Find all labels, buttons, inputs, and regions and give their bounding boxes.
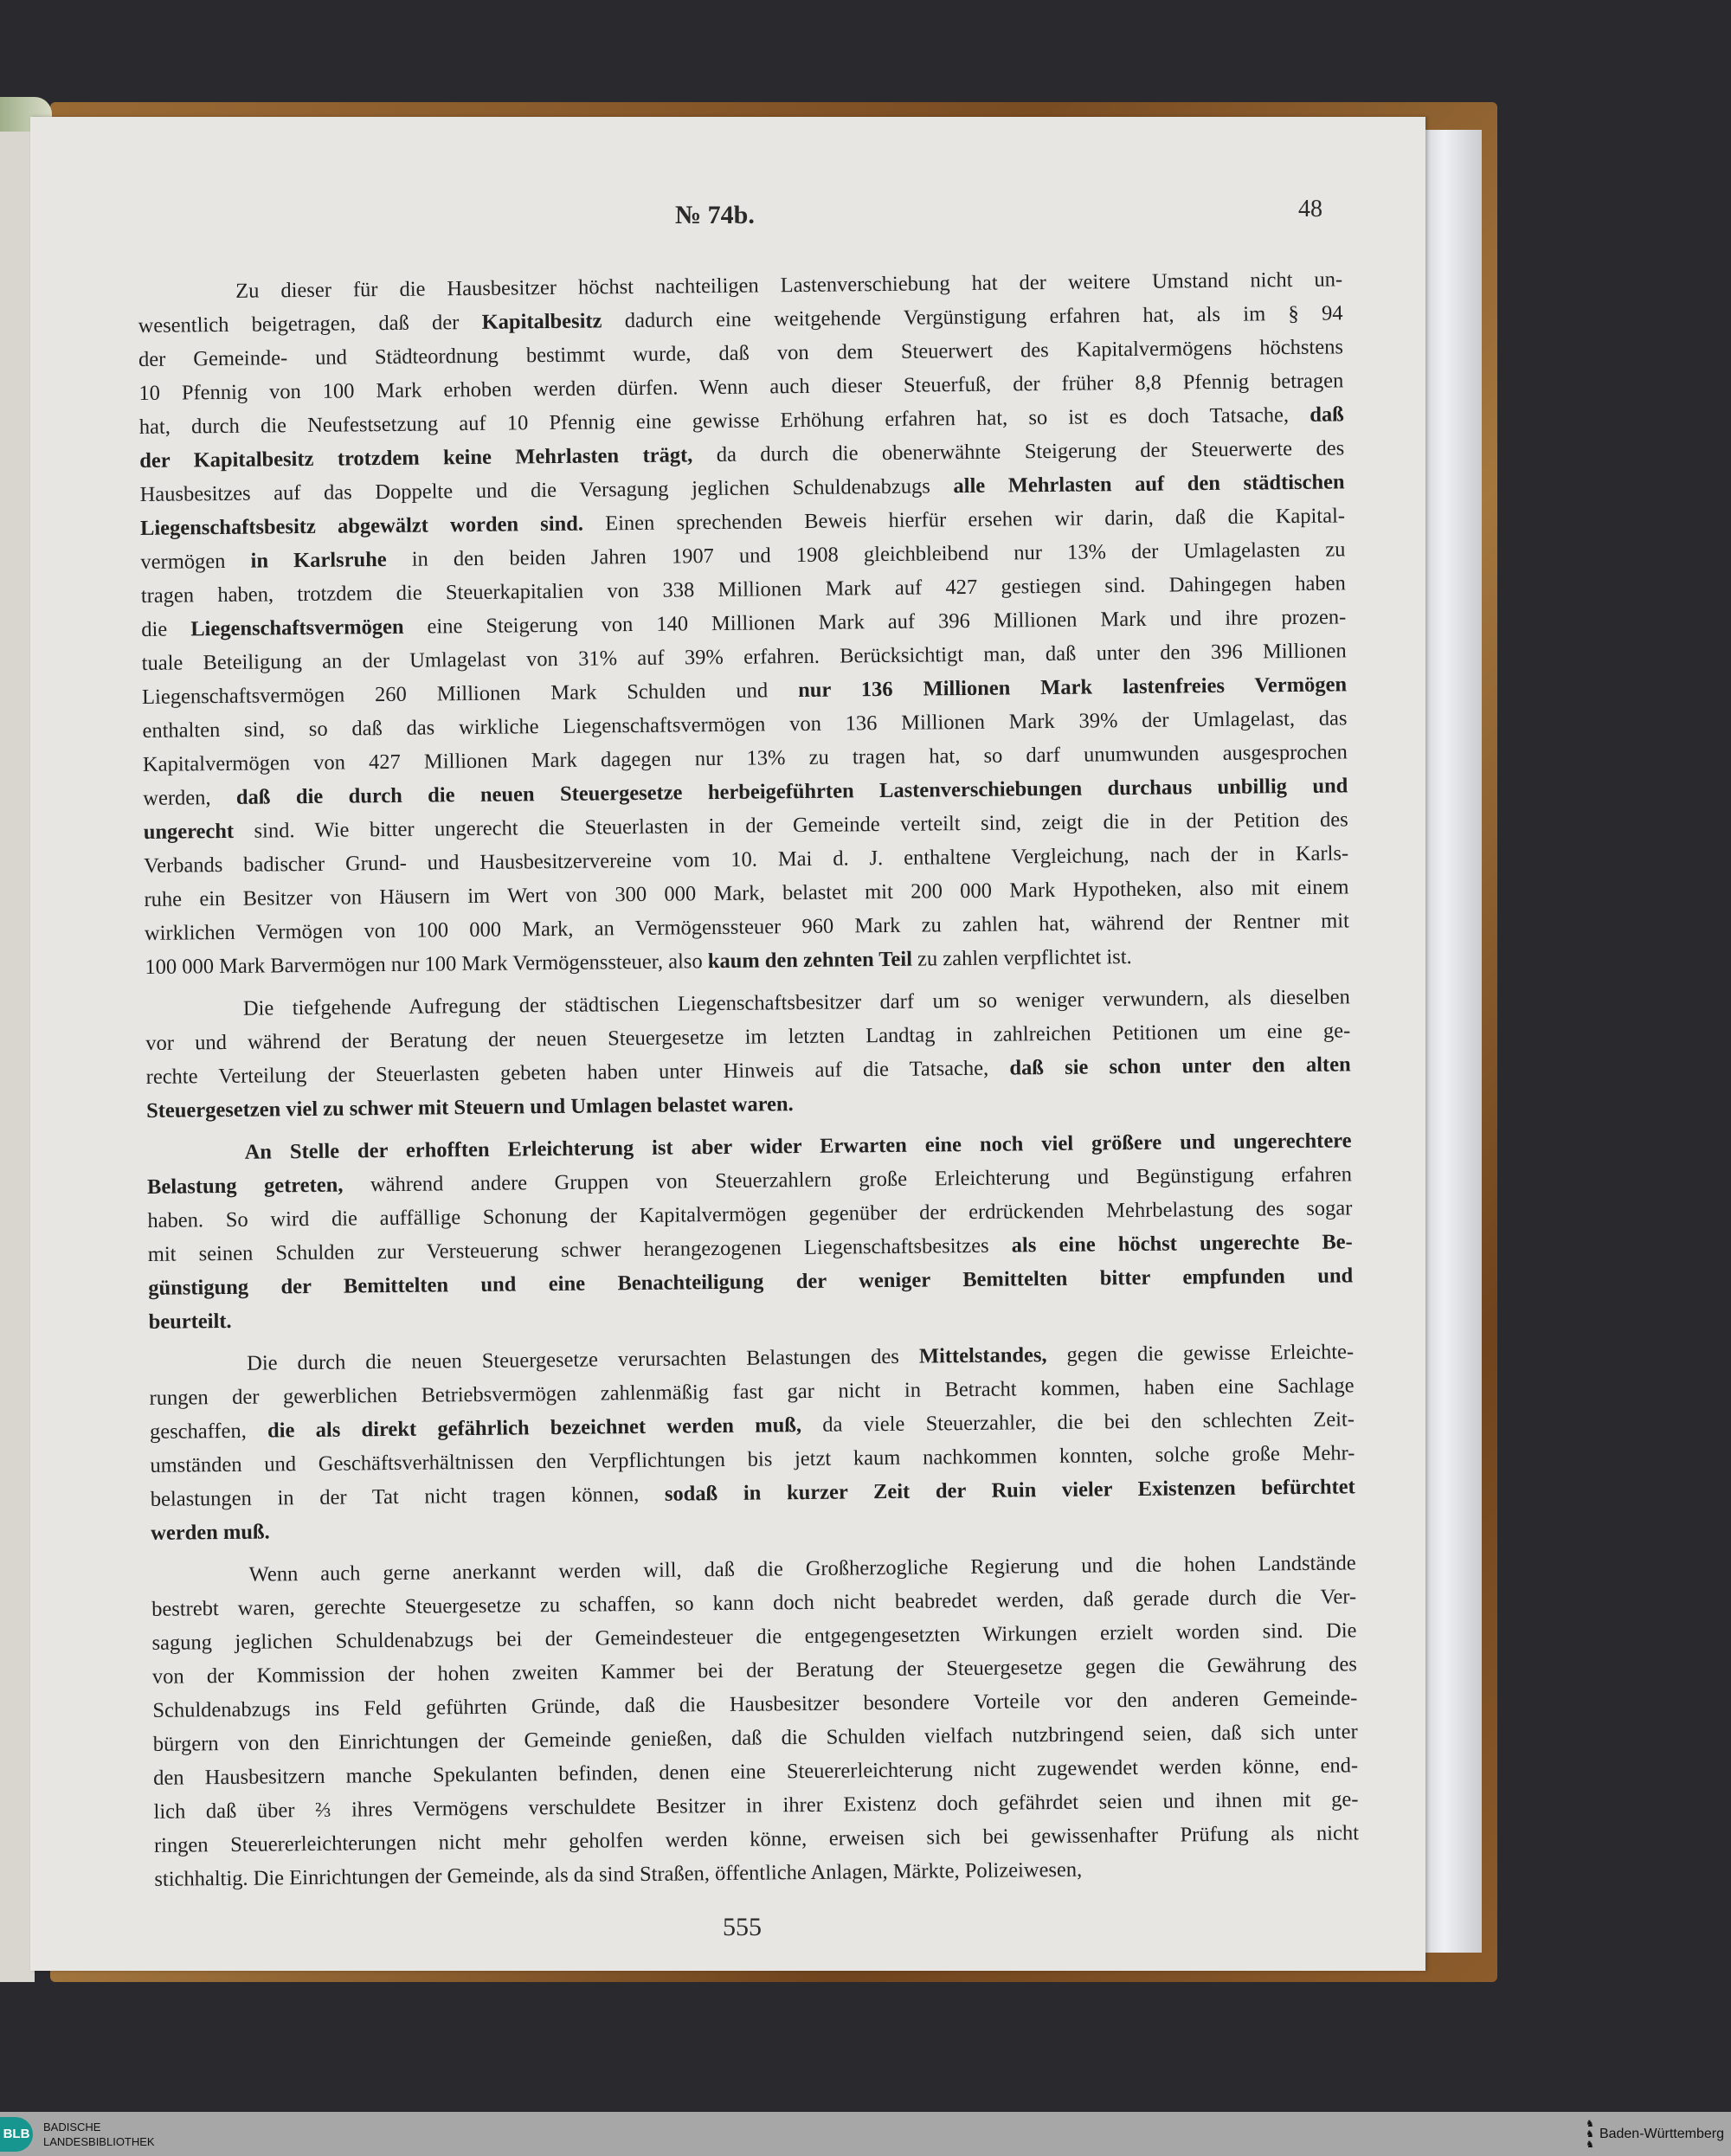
text-segment: Kapitalvermögen von 427 Millionen Mark dagegen nur 13% zu tragen hat, so darf unumwunden ausgesprochen	[142, 740, 1348, 776]
text-segment: belastungen in der Tat nicht tragen können,	[150, 1482, 666, 1511]
body-text	[138, 262, 1360, 1904]
text-segment: hat, durch die Neufestsetzung auf 10 Pfennig eine gewisse Erhöhung erfahren hat, so ist es doch Tatsache,	[138, 402, 1310, 439]
emphasized-text: Liegenschaftsbesitz abgewälzt worden sind.	[139, 512, 584, 540]
text-segment: Die tiefgehende Aufregung der städtischen Liegenschaftsbesitzer darf um so weniger verwundern, als dieselben	[242, 985, 1350, 1020]
text-segment: vor und während der Beratung der neuen Steuergesetze im letzten Landtag in zahlreichen Petitionen um eine ge-	[145, 1019, 1351, 1055]
emphasized-text: Liegenschaftsvermögen	[190, 615, 404, 641]
text-segment: Zu dieser für die Hausbesitzer höchst nachteiligen Lastenverschiebung hat der weitere Umstand nicht un-	[235, 267, 1343, 303]
text-segment: umständen und Geschäftsverhältnissen den Verpflichtungen bis jetzt kaum nachkommen konnten, solche große Mehr-	[150, 1441, 1355, 1477]
emphasized-text: Kapitalbesitz	[481, 309, 602, 334]
baden-wuerttemberg-logo[interactable]	[1586, 2119, 1724, 2150]
text-segment: wirklichen Vermögen von 100 000 Mark, an Vermögenssteuer 960 Mark zu zahlen hat, während der Rentner mit	[144, 909, 1350, 945]
text-segment: Schuldenabzugs ins Feld geführten Gründe, daß die Hausbesitzer besondere Vorteile vor den anderen Gemeinde-	[152, 1686, 1358, 1722]
library-name-line1: BADISCHE	[43, 2121, 101, 2133]
emphasized-text: der Kapitalbesitz trotzdem keine Mehrlasten trägt,	[139, 443, 693, 473]
text-segment: werden,	[143, 785, 237, 810]
emphasized-text: günstigung der Bemittelten und eine Benachteiligung der weniger Bemittelten bitter empfunden und	[148, 1264, 1354, 1300]
emphasized-text: nur 136 Millionen Mark lastenfreies Vermögen	[798, 673, 1348, 703]
library-name-line2: LANDESBIBLIOTHEK	[43, 2135, 155, 2148]
text-segment: Einen sprechenden Beweis hierfür ersehen wir darin, daß die Kapital-	[582, 504, 1346, 536]
text-segment: lich daß über ⅔ ihres Vermögens verschuldete Besitzer in ihrer Existenz doch gefährdet seien und ihnen mit ge-	[153, 1787, 1359, 1824]
text-segment: den Hausbesitzern manche Spekulanten befinden, denen eine Steuererleichterung nicht zugewendet werden könne, end-	[153, 1754, 1359, 1790]
text-segment: bürgern von den Einrichtungen der Gemeinde genießen, daß die Schulden vielfach nutzbringend seien, daß sich unter	[152, 1720, 1358, 1756]
page-number-bottom: 555	[723, 1913, 762, 1941]
page-stack-edge	[1419, 130, 1482, 1953]
emphasized-text: kaum den zehnten Teil	[707, 947, 913, 974]
library-name[interactable]	[43, 2120, 155, 2149]
text-segment: tuale Beteiligung an der Umlagelast von 31% auf 39% erfahren. Berücksichtigt man, daß unter den 396 Millionen	[141, 639, 1347, 675]
text-segment: Die durch die neuen Steuergesetze verursachten Belastungen des	[247, 1344, 920, 1375]
emphasized-text: Belastung getreten,	[146, 1173, 344, 1199]
text-segment: die	[141, 617, 191, 641]
text-segment: bestrebt waren, gerechte Steuergesetze zu schaffen, so kann doch nicht beabredet werden, daß gerade durch die Ver-	[151, 1585, 1357, 1621]
text-segment: haben. So wird die auffällige Schonung der Kapitalvermögen gegenüber der erdrückenden Mehrbelastung des sogar	[147, 1196, 1353, 1232]
text-segment: dadurch eine weitgehende Vergünstigung erfahren hat, als im § 94	[602, 301, 1343, 333]
emphasized-text: sodaß in kurzer Zeit der Ruin vieler Existenzen befürchtet	[664, 1475, 1355, 1506]
emphasized-text: in Karlsruhe	[250, 548, 387, 573]
text-segment: da durch die obenerwähnte Steigerung der Steuerwerte des	[692, 436, 1345, 467]
page-number-top: 48	[1298, 196, 1322, 222]
text-segment: ruhe ein Besitzer von Häusern im Wert von 300 000 Mark, belastet mit 200 000 Mark Hypotheken, also mit einem	[144, 875, 1349, 911]
lions-crest-icon: ♞ ♞ ♞	[1586, 2119, 1594, 2150]
text-segment: gegen die gewisse Erleichte-	[1046, 1340, 1355, 1368]
text-segment: Hausbesitzes auf das Doppelte und die Versagung jeglichen Schuldenabzugs	[139, 474, 954, 506]
blb-logo[interactable]: BLB	[0, 2117, 33, 2152]
paragraph	[149, 1335, 1355, 1550]
text-segment: Wenn auch gerne anerkannt werden will, daß die Großherzogliche Regierung und die hohen Landstände	[248, 1551, 1356, 1586]
text-segment: geschaffen,	[149, 1419, 268, 1444]
emphasized-text: ungerecht	[143, 819, 235, 844]
library-footer-bar	[0, 2112, 1731, 2156]
paragraph	[146, 1123, 1353, 1339]
state-name: Baden-Württemberg	[1599, 2127, 1724, 2142]
emphasized-text: Mittelstandes,	[918, 1343, 1047, 1368]
text-segment: tragen haben, trotzdem die Steuerkapitalien von 338 Millionen Mark auf 427 gestiegen sind. Dahingegen haben	[140, 571, 1346, 608]
emphasized-text: als eine höchst ungerechte Be-	[1011, 1230, 1353, 1258]
text-segment: rechte Verteilung der Steuerlasten gebeten haben unter Hinweis auf die Tatsache,	[145, 1056, 1010, 1089]
text-segment: mit seinen Schulden zur Versteuerung schwer herangezogenen Liegenschaftsbesitzes	[147, 1233, 1012, 1266]
emphasized-text: Steuergesetzen viel zu schwer mit Steuern und Umlagen belastet waren.	[145, 1092, 794, 1123]
paragraph	[145, 980, 1352, 1128]
emphasized-text: daß die durch die neuen Steuergesetze herbeigeführten Lastenverschiebungen durchaus unbillig und	[235, 774, 1348, 809]
paragraph	[151, 1546, 1360, 1896]
text-segment: von der Kommission der hohen zweiten Kammer bei der Beratung der Steuergesetze gegen die Gewährung des	[151, 1652, 1358, 1689]
previous-page-edge	[0, 121, 35, 1982]
text-segment: in den beiden Jahren 1907 und 1908 gleichbleibend nur 13% der Umlagelasten zu	[386, 537, 1346, 572]
text-segment: zu zahlen verpflichtet ist.	[911, 945, 1132, 971]
text-segment: Liegenschaftsvermögen 260 Millionen Mark Schulden und	[141, 679, 799, 709]
text-segment: stichhaltig. Die Einrichtungen der Gemeinde, als da sind Straßen, öffentliche Anlagen, Märkte, Polizeiwesen,	[154, 1857, 1083, 1891]
emphasized-text: beurteilt.	[148, 1309, 232, 1334]
text-segment: ringen Steuererleichterungen nicht mehr geholfen werden könne, erweisen sich bei gewissenhafter Prüfung als nicht	[153, 1821, 1360, 1857]
emphasized-text: alle Mehrlasten auf den städtischen	[953, 470, 1345, 499]
emphasized-text: daß	[1310, 402, 1344, 427]
text-segment: 100 000 Mark Barvermögen nur 100 Mark Vermögenssteuer, also	[145, 949, 708, 979]
text-segment: sind. Wie bitter ungerecht die Steuerlasten in der Gemeinde verteilt sind, zeigt die in der Petition des	[233, 808, 1348, 843]
text-segment: der Gemeinde- und Städteordnung bestimmt wurde, daß von dem Steuerwert des Kapitalvermögens höchstens	[138, 335, 1344, 371]
text-segment: vermögen	[140, 549, 251, 574]
emphasized-text: die als direkt gefährlich bezeichnet werden muß,	[267, 1413, 802, 1443]
text-segment: 10 Pfennig von 100 Mark erhoben werden dürfen. Wenn auch dieser Steuerfuß, der früher 8,8 Pfennig betragen	[138, 369, 1344, 405]
text-segment: eine Steigerung von 140 Millionen Mark auf 396 Millionen Mark und ihre prozen-	[403, 605, 1347, 639]
emphasized-text: An Stelle der erhofften Erleichterung ist aber wider Erwarten eine noch viel größere und ungerechtere	[244, 1129, 1352, 1164]
text-segment: Verbands badischer Grund- und Hausbesitzervereine vom 10. Mai d. J. enthaltene Vergleichung, nach der in Karls-	[144, 841, 1349, 878]
text-segment: enthalten sind, so daß das wirkliche Liegenschaftsvermögen von 136 Millionen Mark 39% der Umlagelast, das	[142, 706, 1348, 743]
document-number: № 74b.	[675, 201, 755, 229]
text-segment: wesentlich beigetragen, daß der	[138, 310, 482, 338]
emphasized-text: daß sie schon unter den alten	[1009, 1052, 1351, 1080]
paragraph	[138, 262, 1350, 984]
text-segment: rungen der gewerblichen Betriebsvermögen zahlenmäßig fast gar nicht in Betracht kommen, haben eine Sachlage	[149, 1374, 1355, 1410]
text-segment: während andere Gruppen von Steuerzahlern große Erleichterung und Begünstigung erfahren	[343, 1162, 1353, 1197]
text-segment: da viele Steuerzahler, die bei den schlechten Zeit-	[801, 1407, 1355, 1438]
emphasized-text: werden muß.	[151, 1520, 270, 1545]
text-segment: sagung jeglichen Schuldenabzugs bei der Gemeindesteuer die entgegengesetzten Wirkungen erzielt worden sind. Die	[151, 1619, 1357, 1655]
